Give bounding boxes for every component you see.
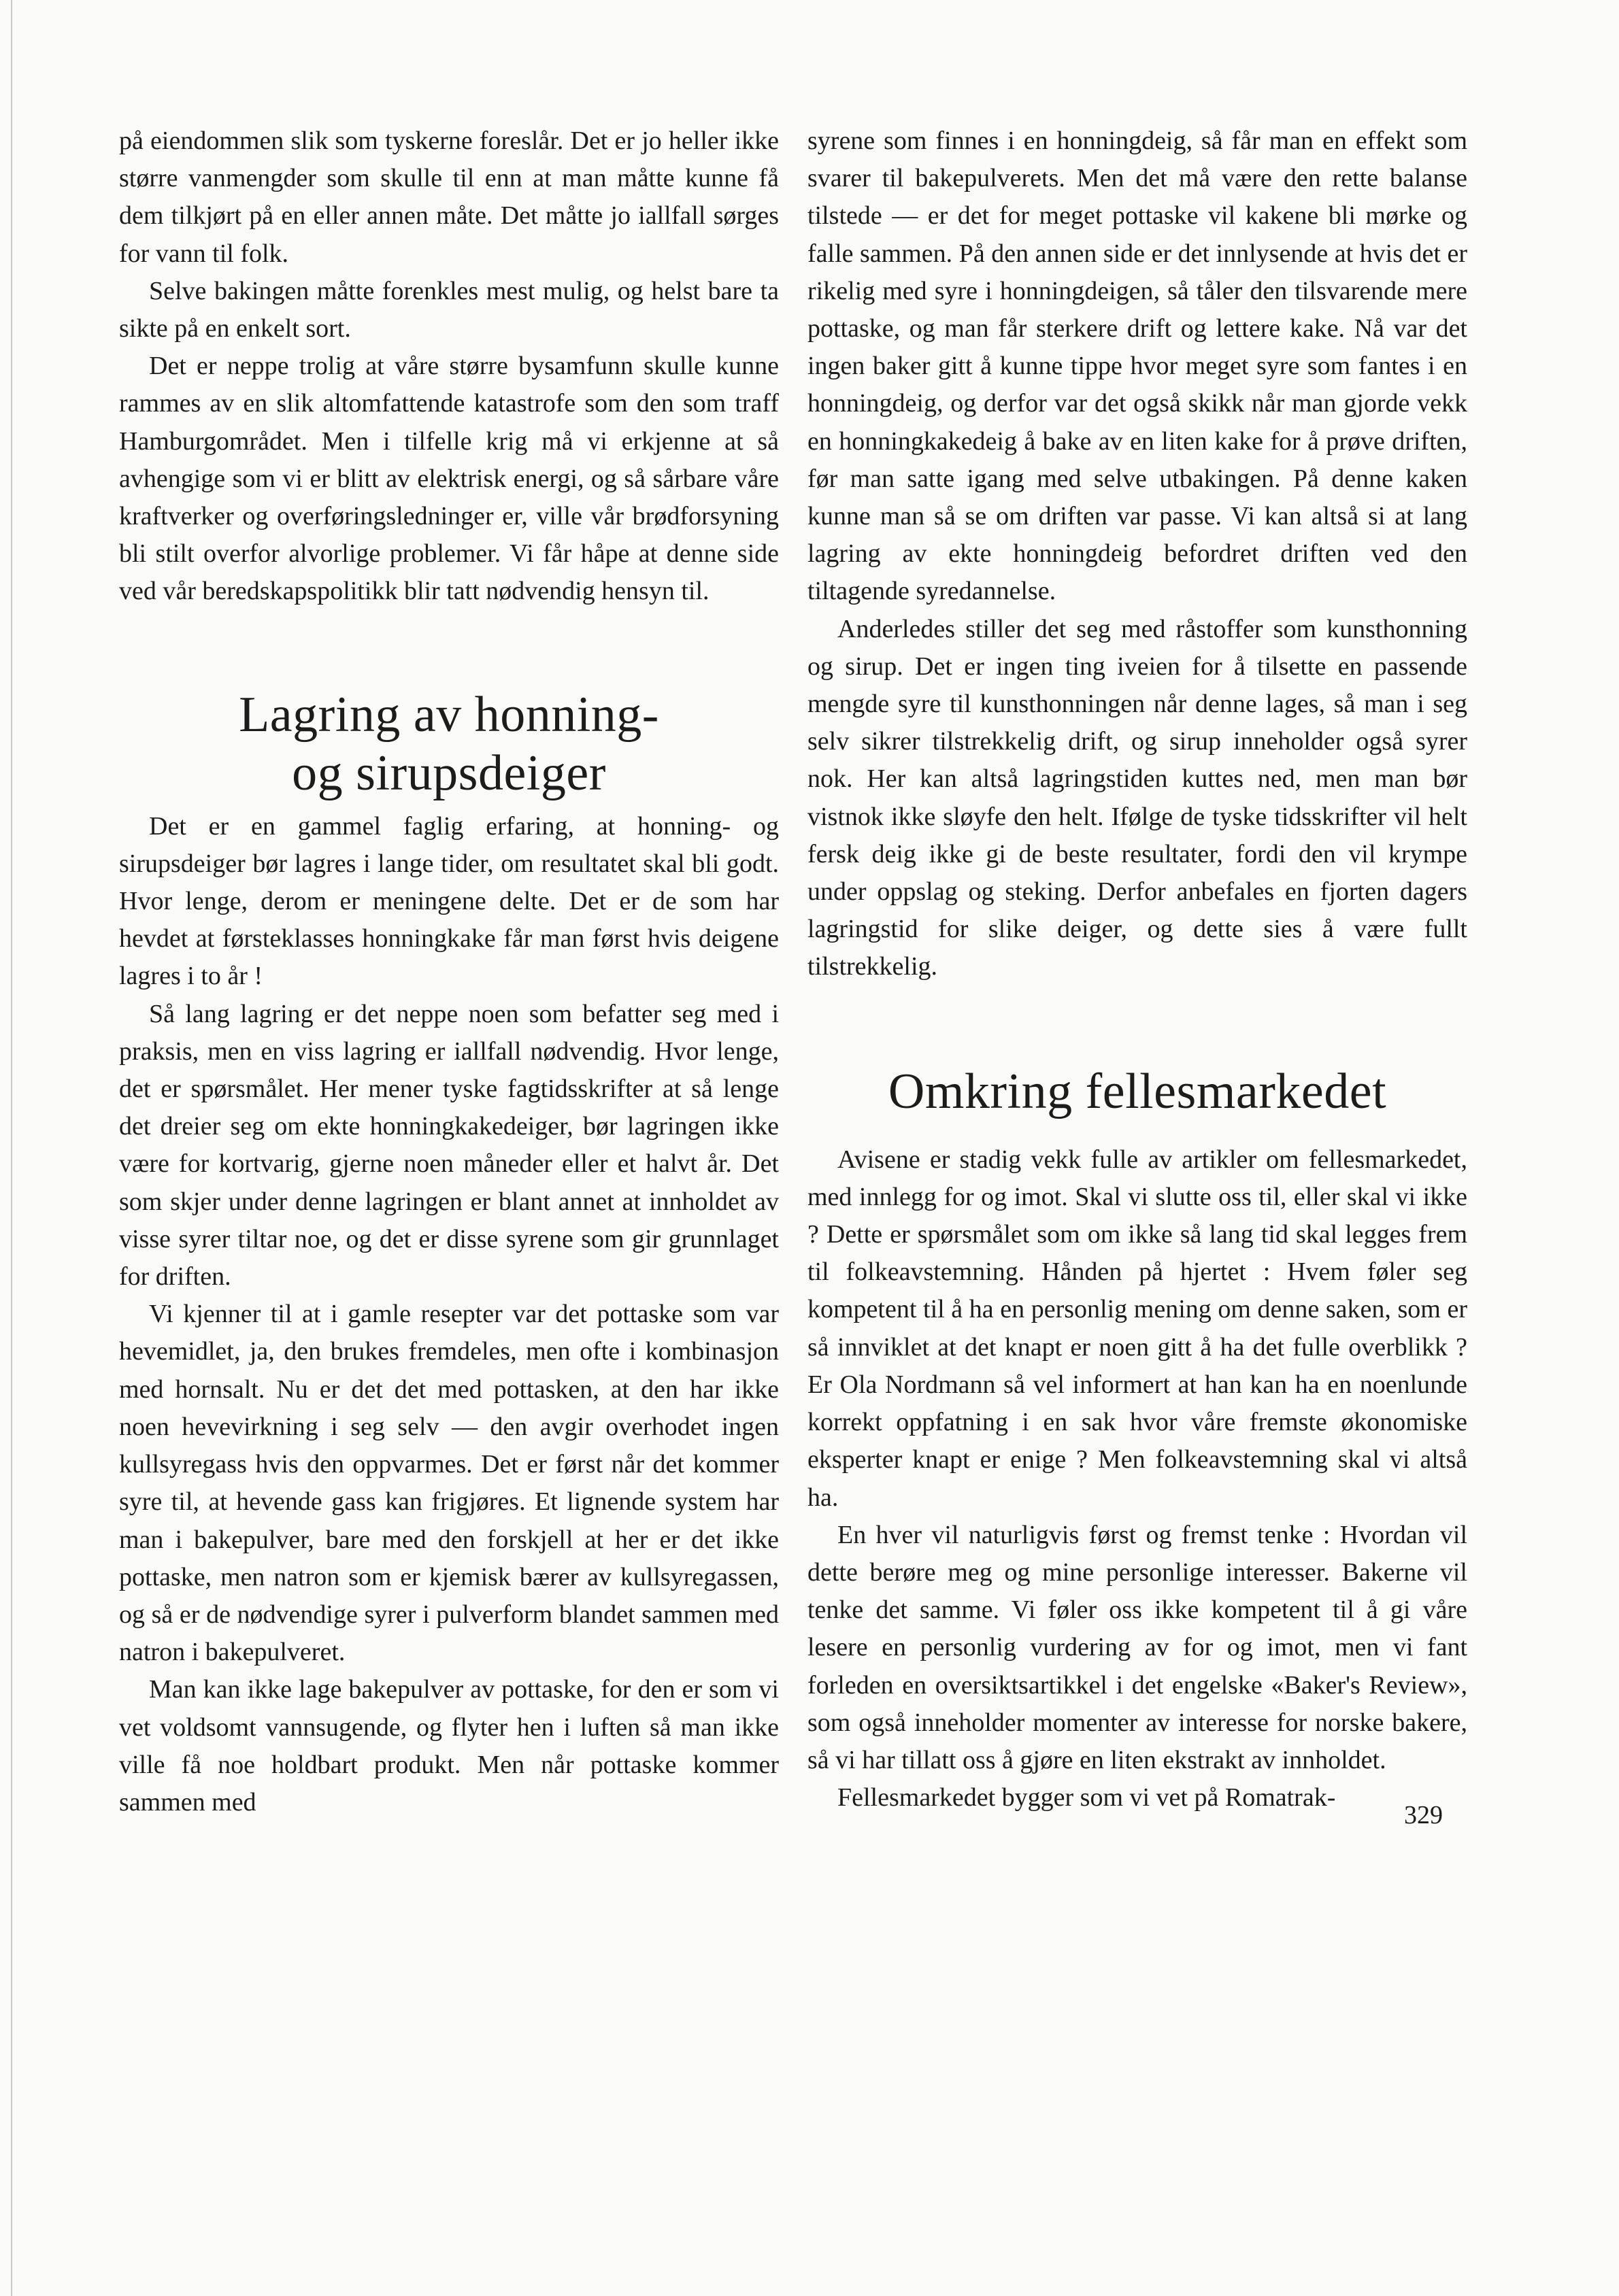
heading-lagring [119,686,779,803]
left-column [119,122,779,1821]
right-paragraph-5: Fellesmarkedet bygger som vi vet på Romatrak- [837,1783,1336,1812]
right-paragraph-4: En hver vil naturligvis først og fremst tenke : Hvordan vil dette berøre meg og mine personlige interesser. Bakerne vil tenke det samme. Vi føler oss ikke kompetent til å gi våre lesere en personlig vurdering av for og imot, men vi fant forleden en oversiktsartikkel i det engelske «Baker's Review», som også inneholder momenter av interesse for norske bakere, så vi har tillatt oss å gjøre en liten ekstrakt av innholdet. [807,1520,1467,1774]
right-paragraph-1: syrene som finnes i en honningdeig, så får man en effekt som svarer til bakepulverets. Men det må være den rette balanse tilstede — er det for meget pottaske vil kakene bli mørke og falle sammen. På den annen side er det innlysende at hvis det er rikelig med syre i honningdeigen, så tåler den tilsvarende mere pottaske, og man får sterkere drift og lettere kake. Nå var det ingen baker gitt å kunne tippe hvor meget syre som fantes i en honningdeig, og derfor var det også skikk når man gjorde vekk en honningkakedeig å bake av en liten kake for å prøve driften, før man satte igang med selve utbakingen. På denne kaken kunne man så se om driften var passe. Vi kan altså si at lang lagring av ekte honningdeig befordret driften ved den tiltagende syredannelse. [807,126,1467,606]
right-paragraph-2: Anderledes stiller det seg med råstoffer som kunsthonning og sirup. Det er ingen ting iveien for å tilsette en passende mengde syre til kunsthonningen når denne lages, så man i seg selv sikrer tilstrekkelig drift, og sirup inneholder også syrer nok. Her kan altså lagringstiden kuttes ned, men man bør vistnok ikke sløyfe den helt. Ifølge de tyske tidsskrifter vil helt fersk deig ikke gi de beste resultater, fordi den vil krympe under oppslag og steking. Derfor anbefales en fjorten dagers lagringstid for slike deiger, og dette sies å være fullt tilstrekkelig. [807,614,1467,981]
heading-lagring-line-1: Lagring av honning- [239,686,659,743]
right-column [807,122,1467,1817]
left-paragraph-4: Det er en gammel faglig erfaring, at honning- og sirupsdeiger bør lagres i lange tider, om resultatet skal bli godt. Hvor lenge, derom er meningene delte. Det er de som har hevdet at førsteklasses honningkake får man først hvis deigene lagres i to år ! [119,811,779,991]
right-paragraph-3: Avisene er stadig vekk fulle av artikler om fellesmarkedet, med innlegg for og imot. Skal vi slutte oss til, eller skal vi ikke ? Dette er spørsmålet som om ikke så lang tid skal legges frem til folkeavstemning. Hånden på hjertet : Hvem føler seg kompetent til å ha en personlig mening om denne saken, som er så innviklet at det knapt er noen gitt å ha det fulle overblikk ? Er Ola Nordmann så vel informert at han kan ha en noenlunde korrekt oppfatning i en sak hvor våre fremste økonomiske eksperter knapt er enige ? Men folkeavstemning skal vi altså ha. [807,1145,1467,1512]
left-paragraph-3: Det er neppe trolig at våre større bysamfunn skulle kunne rammes av en slik altomfattende katastrofe som den som traff Hamburgområdet. Men i tilfelle krig må vi erkjenne at så avhengige som vi er blitt av elektrisk energi, og så sårbare våre kraftverker og overføringsledninger er, ville vår brødforsyning bli stilt overfor alvorlige problemer. Vi får håpe at denne side ved vår beredskapspolitikk blir tatt nødvendig hensyn til. [119,352,779,606]
left-paragraph-1: på eiendommen slik som tyskerne foreslår. Det er jo heller ikke større vanmengder som skulle til enn at man måtte kunne få dem tilkjørt på en eller annen måte. Det måtte jo iallfall sørges for vann til folk. [119,126,779,268]
heading-lagring-line-2: og sirupsdeiger [292,745,606,801]
page-number: 329 [1404,1801,1443,1829]
left-paragraph-5: Så lang lagring er det neppe noen som befatter seg med i praksis, men en viss lagring er iallfall nødvendig. Hvor lenge, det er spørsmålet. Her mener tyske fagtidsskrifter at så lenge det dreier seg om ekte honningkakedeiger, bør lagringen ikke være for kortvarig, gjerne noen måneder eller et halvt år. Det som skjer under denne lagringen er blant annet at innholdet av visse syrer tiltar noe, og det er disse syrene som gir grunnlaget for driften. [119,999,779,1292]
left-paragraph-2: Selve bakingen måtte forenkles mest mulig, og helst bare ta sikte på en enkelt sort. [119,276,779,343]
left-paragraph-6: Vi kjenner til at i gamle resepter var det pottaske som var hevemidlet, ja, den brukes fremdeles, men ofte i kombinasjon med hornsalt. Nu er det det med pottasken, at den har ikke noen hevevirkning i seg selv — den avgir overhodet ingen kullsyregass hvis den oppvarmes. Det er først når det kommer syre til, at hevende gass kan frigjøres. Et lignende system har man i bakepulver, bare med den forskjell at her er det ikke pottaske, men natron som er kjemisk bærer av kullsyregassen, og så er de nødvendige syrer i pulverform blandet sammen med natron i bakepulveret. [119,1300,779,1667]
heading-omkring-fellesmarkedet: Omkring fellesmarkedet [888,1063,1387,1119]
scan-edge-line [11,0,12,2296]
left-paragraph-7: Man kan ikke lage bakepulver av pottaske, for den er som vi vet voldsomt vannsugende, og flyter hen i luften så man ikke ville få noe holdbart produkt. Men når pottaske kommer sammen med [119,1675,779,1817]
